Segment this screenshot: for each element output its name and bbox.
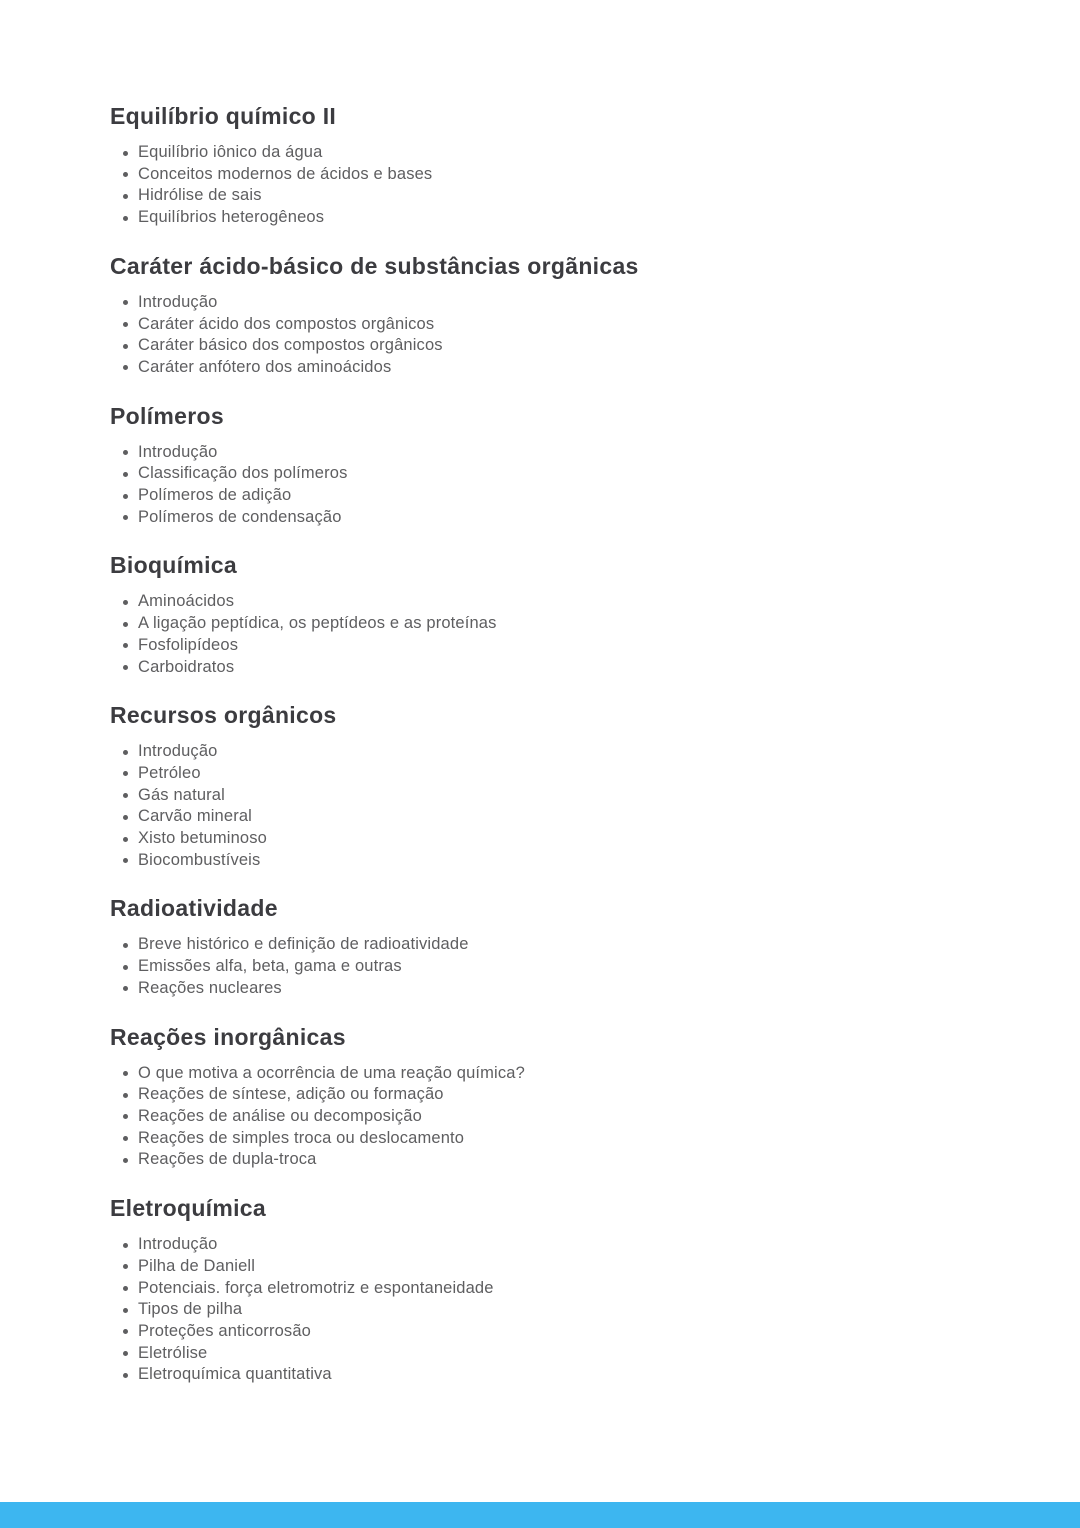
section-title: Caráter ácido-básico de substâncias orgãnicas <box>110 252 639 279</box>
list-item: Hidrólise de sais <box>122 185 1010 207</box>
toc-section <box>110 1195 1010 1386</box>
section-title: Recursos orgânicos <box>110 702 337 729</box>
list-item: Introdução <box>122 442 1010 464</box>
section-title: Radioatividade <box>110 895 278 922</box>
list-item: Classificação dos polímeros <box>122 463 1010 485</box>
list-item: Pilha de Daniell <box>122 1256 1010 1278</box>
list-item: Polímeros de adição <box>122 485 1010 507</box>
list-item: Eletrólise <box>122 1343 1010 1365</box>
list-item: Introdução <box>122 741 1010 763</box>
list-item: Fosfolipídeos <box>122 635 1010 657</box>
toc-section <box>110 895 1010 999</box>
list-item: Equilíbrio iônico da água <box>122 142 1010 164</box>
list-item: Biocombustíveis <box>122 850 1010 872</box>
list-item: Introdução <box>122 292 1010 314</box>
list-item: Reações de análise ou decomposição <box>122 1106 1010 1128</box>
toc-section <box>110 103 1010 229</box>
list-item: O que motiva a ocorrência de uma reação química? <box>122 1063 1010 1085</box>
list-item: Reações nucleares <box>122 978 1010 1000</box>
toc-section <box>110 253 1010 379</box>
section-item-list <box>122 292 1010 379</box>
section-item-list <box>122 142 1010 229</box>
list-item: Introdução <box>122 1234 1010 1256</box>
section-item-list <box>122 934 1010 999</box>
section-title: Reações inorgânicas <box>110 1023 346 1050</box>
list-item: Proteções anticorrosão <box>122 1321 1010 1343</box>
section-title: Polímeros <box>110 402 224 429</box>
toc-section <box>110 403 1010 529</box>
toc-section <box>110 1024 1010 1172</box>
list-item: Petróleo <box>122 763 1010 785</box>
section-item-list <box>122 442 1010 529</box>
list-item: Aminoácidos <box>122 591 1010 613</box>
list-item: Gás natural <box>122 785 1010 807</box>
section-item-list <box>122 1063 1010 1172</box>
section-item-list <box>122 591 1010 678</box>
list-item: Caráter anfótero dos aminoácidos <box>122 357 1010 379</box>
list-item: Reações de dupla-troca <box>122 1149 1010 1171</box>
list-item: Conceitos modernos de ácidos e bases <box>122 164 1010 186</box>
list-item: Polímeros de condensação <box>122 507 1010 529</box>
toc-section <box>110 702 1010 871</box>
list-item: Emissões alfa, beta, gama e outras <box>122 956 1010 978</box>
list-item: Xisto betuminoso <box>122 828 1010 850</box>
list-item: Equilíbrios heterogêneos <box>122 207 1010 229</box>
footer-accent-bar <box>0 1502 1080 1528</box>
list-item: Breve histórico e definição de radioatividade <box>122 934 1010 956</box>
list-item: Carvão mineral <box>122 806 1010 828</box>
section-title: Bioquímica <box>110 552 237 579</box>
list-item: Caráter ácido dos compostos orgânicos <box>122 314 1010 336</box>
section-item-list <box>122 741 1010 871</box>
toc-section <box>110 552 1010 678</box>
section-title: Eletroquímica <box>110 1195 266 1222</box>
section-item-list <box>122 1234 1010 1386</box>
list-item: Carboidratos <box>122 657 1010 679</box>
list-item: Caráter básico dos compostos orgânicos <box>122 335 1010 357</box>
section-title: Equilíbrio químico II <box>110 103 337 129</box>
list-item: A ligação peptídica, os peptídeos e as proteínas <box>122 613 1010 635</box>
list-item: Tipos de pilha <box>122 1299 1010 1321</box>
list-item: Reações de síntese, adição ou formação <box>122 1084 1010 1106</box>
list-item: Reações de simples troca ou deslocamento <box>122 1128 1010 1150</box>
list-item: Potenciais. força eletromotriz e espontaneidade <box>122 1278 1010 1300</box>
list-item: Eletroquímica quantitativa <box>122 1364 1010 1386</box>
